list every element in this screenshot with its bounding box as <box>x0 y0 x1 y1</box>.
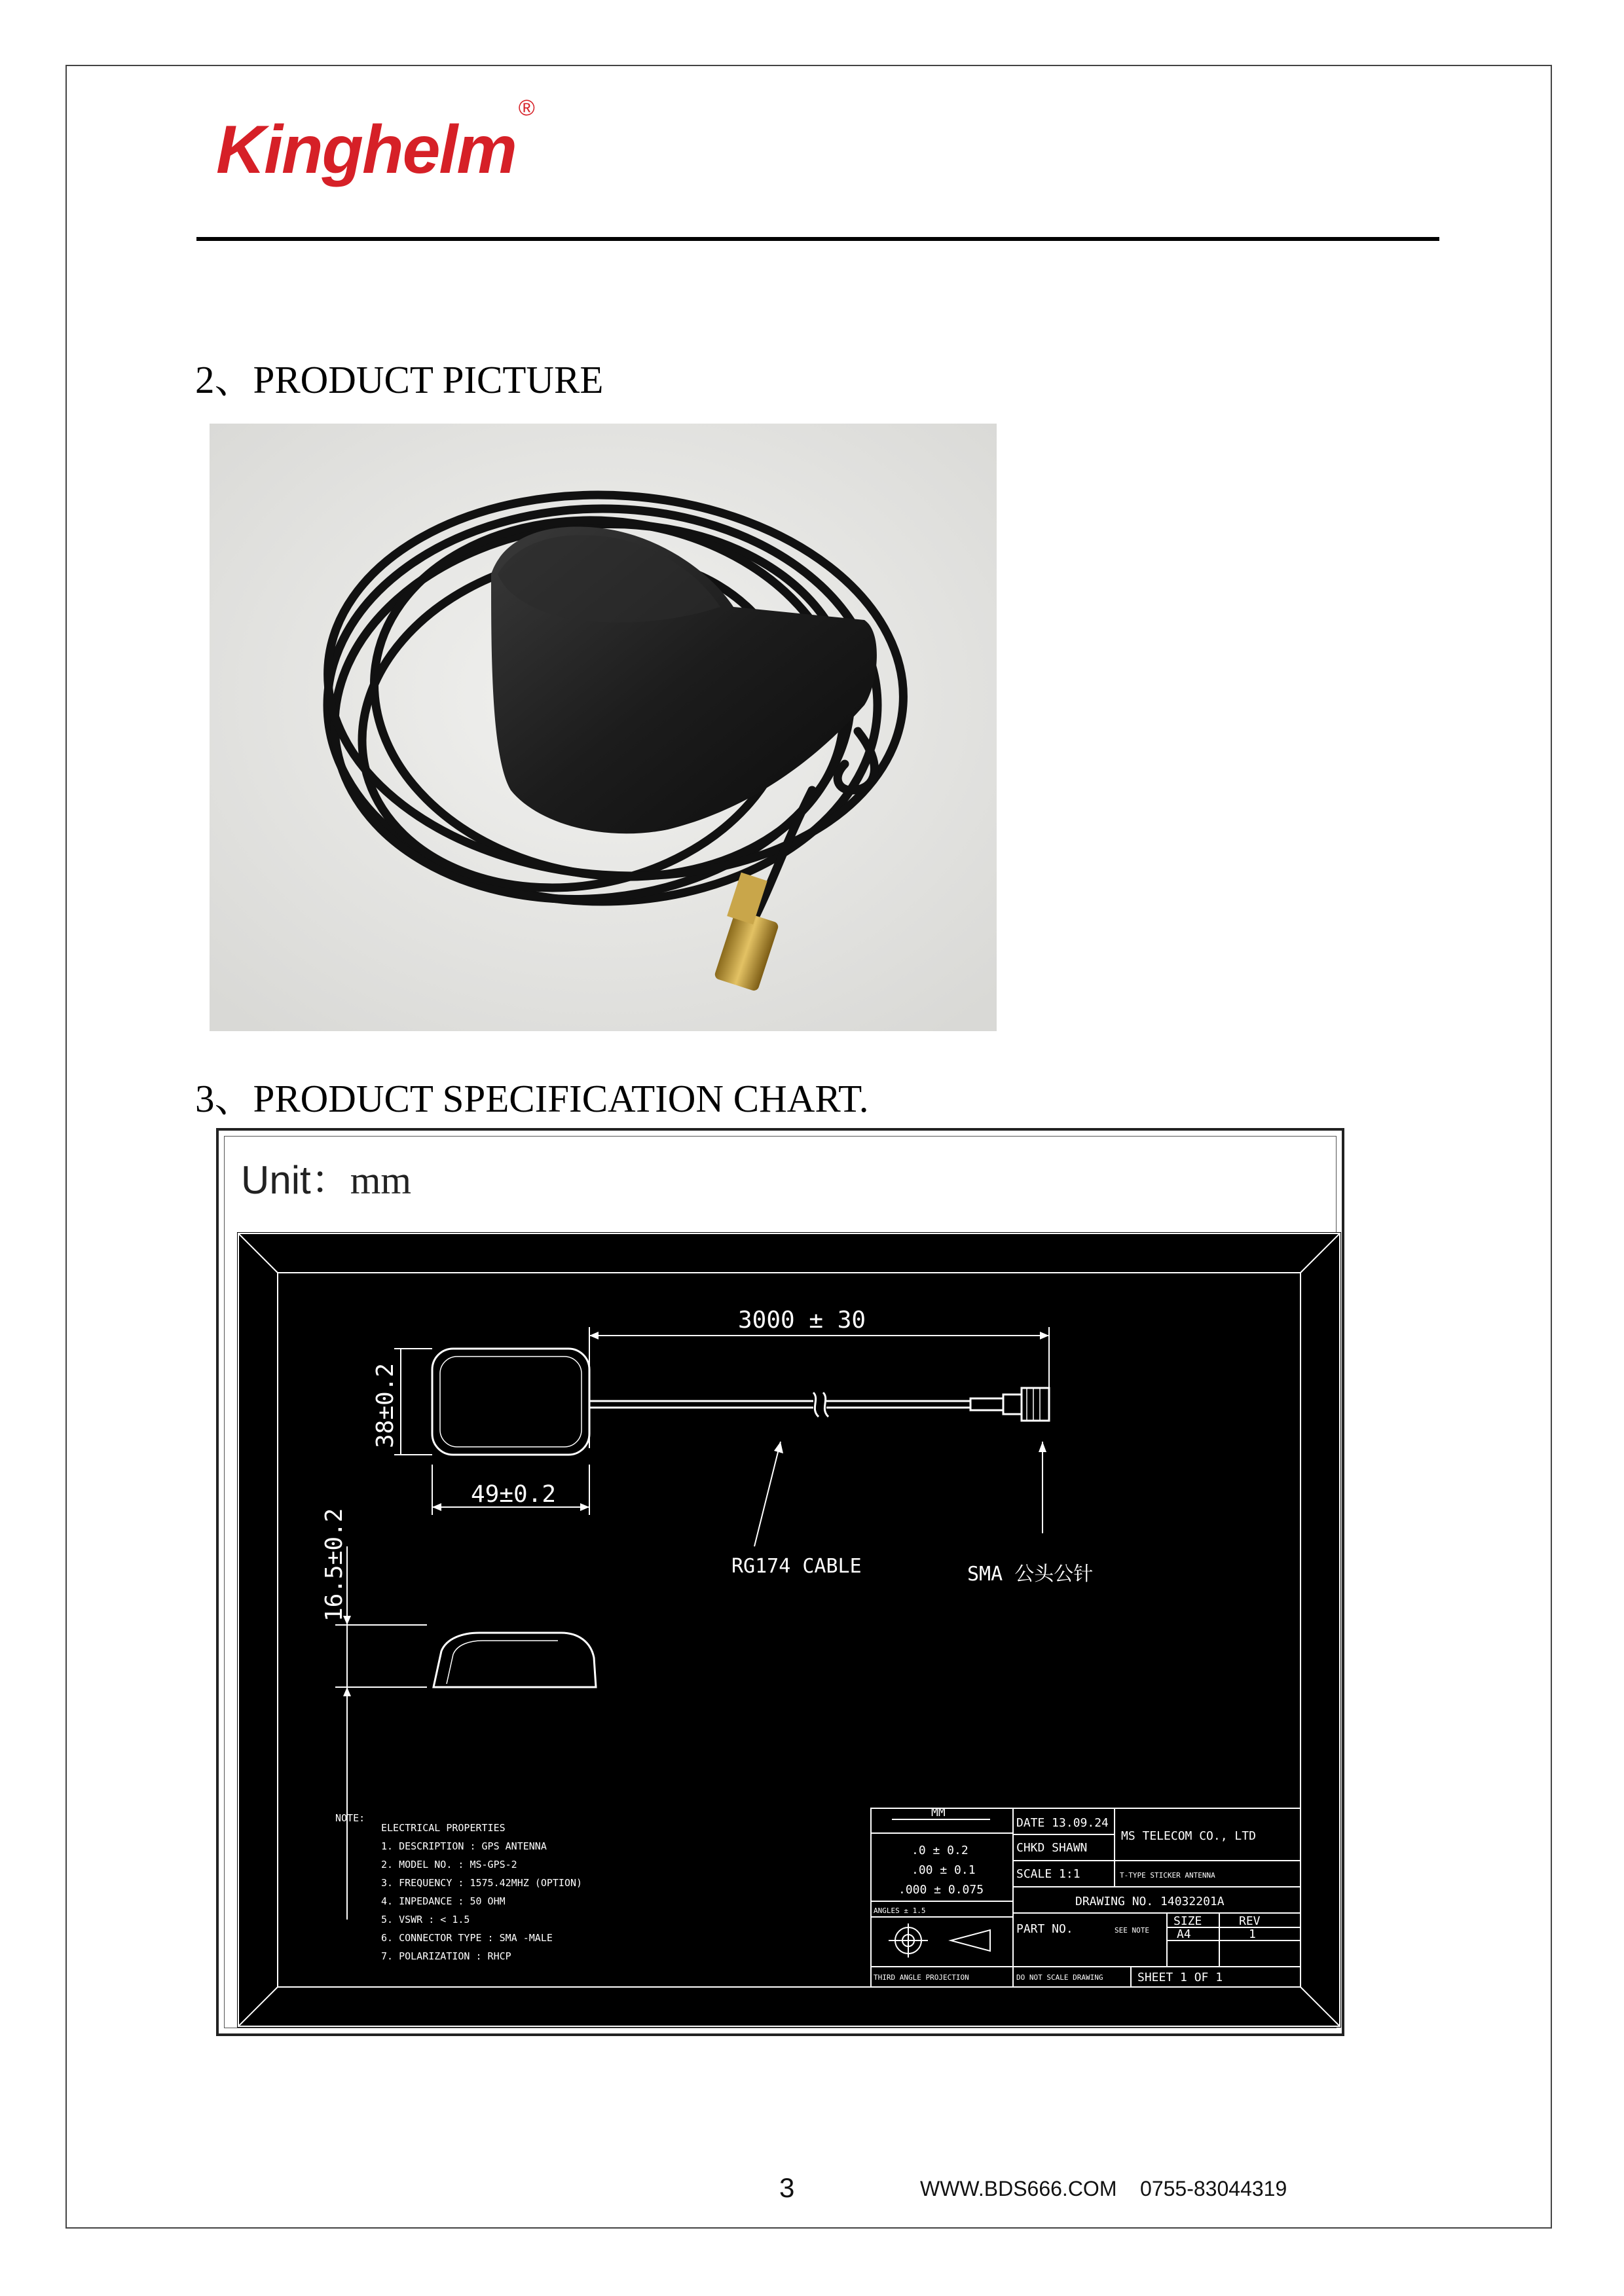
dim-cable-length: 3000 ± 30 <box>738 1307 866 1334</box>
note-line: 7. POLARIZATION : RHCP <box>381 1950 511 1962</box>
cable-label: RG174 CABLE <box>731 1555 862 1578</box>
tb-rev-label: REV <box>1239 1914 1261 1928</box>
tb-see-note: SEE NOTE <box>1115 1926 1149 1935</box>
unit-label-text: Unit： <box>241 1158 350 1202</box>
tb-sheet: SHEET 1 OF 1 <box>1137 1971 1223 1984</box>
cad-drawing <box>237 1232 1341 2028</box>
spec-chart-frame <box>216 1128 1344 2036</box>
tb-scale: SCALE 1:1 <box>1016 1867 1080 1881</box>
note-line: 4. INPEDANCE : 50 OHM <box>381 1895 506 1907</box>
tb-drawing-no: DRAWING NO. 14032201A <box>1075 1895 1225 1908</box>
logo-text: Kinghelm <box>216 112 516 188</box>
antenna-photo-illustration <box>210 424 997 1031</box>
tb-part-no: PART NO. <box>1016 1922 1073 1936</box>
dim-width: 49±0.2 <box>471 1481 557 1508</box>
side-view <box>434 1633 596 1687</box>
note-line: 6. CONNECTOR TYPE : SMA -MALE <box>381 1932 553 1944</box>
brand-logo <box>216 96 534 189</box>
header-rule <box>196 237 1439 241</box>
notes-block <box>335 1812 582 1962</box>
notes-title: NOTE: <box>335 1812 365 1824</box>
tb-projection: THIRD ANGLE PROJECTION <box>874 1973 969 1982</box>
note-line: ELECTRICAL PROPERTIES <box>381 1822 506 1834</box>
note-line: 3. FREQUENCY : 1575.42MHZ (OPTION) <box>381 1877 583 1889</box>
tb-rev-value: 1 <box>1249 1927 1256 1941</box>
note-line: 1. DESCRIPTION : GPS ANTENNA <box>381 1840 547 1852</box>
tb-size-value: A4 <box>1177 1927 1191 1941</box>
unit-value: mm <box>350 1159 412 1202</box>
tb-angles: ANGLES ± 1.5 <box>874 1906 926 1915</box>
tb-tol-1: .0 ± 0.2 <box>912 1844 969 1857</box>
picture-heading: 2、PRODUCT PICTURE <box>195 358 604 401</box>
note-line: 2. MODEL NO. : MS-GPS-2 <box>381 1859 517 1870</box>
tb-company: MS TELECOM CO., LTD <box>1121 1829 1256 1843</box>
tb-tol-3: .000 ± 0.075 <box>898 1883 984 1897</box>
cad-drawing-svg <box>237 1232 1341 2028</box>
unit-label <box>241 1149 411 1205</box>
footer-website: WWW.BDS666.COM <box>920 2177 1117 2200</box>
tb-product: T-TYPE STICKER ANTENNA <box>1120 1871 1215 1880</box>
connector-label: SMA 公头公针 <box>967 1563 1094 1586</box>
product-photo <box>210 424 997 1031</box>
tb-date: DATE 13.09.24 <box>1016 1816 1109 1830</box>
footer-contact <box>920 2177 1287 2201</box>
tb-size-label: SIZE <box>1173 1914 1202 1928</box>
tb-tol-2: .00 ± 0.1 <box>912 1863 976 1877</box>
note-line: 5. VSWR : < 1.5 <box>381 1914 470 1925</box>
dim-height-side: 16.5±0.2 <box>321 1508 348 1622</box>
top-view <box>432 1349 1049 1455</box>
registered-mark: ® <box>518 96 534 121</box>
page-number: 3 <box>779 2172 795 2203</box>
spec-heading: 3、PRODUCT SPECIFICATION CHART. <box>195 1077 869 1120</box>
dim-height-top: 38±0.2 <box>372 1362 399 1448</box>
tb-chkd: CHKD SHAWN <box>1016 1841 1088 1855</box>
footer-phone: 0755-83044319 <box>1140 2177 1287 2200</box>
tb-do-not-scale: DO NOT SCALE DRAWING <box>1016 1973 1103 1982</box>
tb-mm: MM <box>931 1806 946 1819</box>
